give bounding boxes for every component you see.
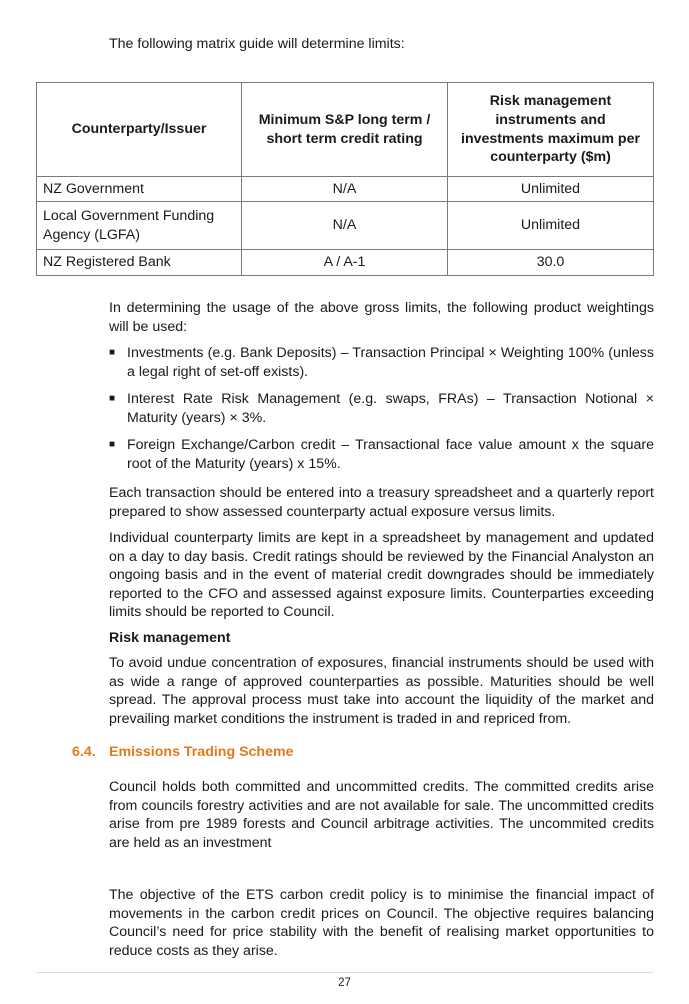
list-item-text: Foreign Exchange/Carbon credit – Transactional face value amount x the square root of the Maturity (years) x 15%.	[127, 437, 654, 472]
list-item-text: Investments (e.g. Bank Deposits) – Transaction Principal × Weighting 100% (unless a legal right of set-off exists).	[127, 345, 654, 380]
individual-limits-paragraph: Individual counterparty limits are kept in a spreadsheet by management and updated on a day to day basis. Credit ratings should be reviewed by the Financial Analyston an ongoing basis and in the event of material credit downgrades should be immediately reported to the CFO and assessed against exposure limits. Counterparties exceeding limits should be reported to Council.	[109, 530, 654, 621]
cell-rating: N/A	[242, 177, 448, 202]
section-title: Emissions Trading Scheme	[109, 744, 294, 760]
header-maximum: Risk management instruments and investments maximum per counterparty ($m)	[448, 83, 654, 177]
table-row	[37, 177, 654, 202]
table-row	[37, 202, 654, 250]
cell-maximum: Unlimited	[448, 202, 654, 250]
weightings-list	[109, 344, 654, 483]
risk-management-heading: Risk management	[109, 630, 231, 646]
bullet-icon: ■	[109, 393, 116, 405]
weightings-intro: In determining the usage of the above gross limits, the following product weightings will be used:	[109, 300, 654, 335]
bullet-icon: ■	[109, 439, 116, 451]
list-item-text: Interest Rate Risk Management (e.g. swaps, FRAs) – Transaction Notional × Maturity (years) × 3%.	[127, 391, 654, 426]
cell-counterparty: NZ Registered Bank	[37, 250, 242, 276]
ets-objective-paragraph: The objective of the ETS carbon credit policy is to minimise the financial impact of movements in the carbon credit prices on Council. The objective requires balancing Council’s need for price stability with the benefit of realising market opportunities to reduce costs as they arise.	[109, 887, 654, 959]
cell-maximum: 30.0	[448, 250, 654, 276]
list-item	[109, 344, 654, 381]
cell-counterparty: NZ Government	[37, 177, 242, 202]
cell-maximum: Unlimited	[448, 177, 654, 202]
spreadsheet-paragraph: Each transaction should be entered into a treasury spreadsheet and a quarterly report prepared to show assessed counterparty actual exposure versus limits.	[109, 485, 654, 520]
header-counterparty: Counterparty/Issuer	[37, 83, 242, 177]
cell-rating: N/A	[242, 202, 448, 250]
header-credit-rating: Minimum S&P long term / short term credit rating	[242, 83, 448, 177]
section-number: 6.4.	[72, 744, 96, 760]
limits-matrix-table	[36, 82, 654, 276]
page-number: 27	[338, 977, 351, 989]
table-header-row	[37, 83, 654, 177]
council-credits-paragraph: Council holds both committed and uncommitted credits. The committed credits arise from councils forestry activities and are not available for sale. The uncommitted credits arise from pre 1989 forests and Council arbitrage activities. The uncommited credits are held as an investment	[109, 779, 654, 851]
cell-rating: A / A-1	[242, 250, 448, 276]
intro-text: The following matrix guide will determine limits:	[109, 36, 405, 52]
footer-divider	[36, 972, 653, 973]
cell-counterparty: Local Government Funding Agency (LGFA)	[37, 202, 242, 250]
list-item	[109, 390, 654, 427]
table-row	[37, 250, 654, 276]
list-item	[109, 436, 654, 473]
bullet-icon: ■	[109, 347, 116, 358]
risk-management-paragraph: To avoid undue concentration of exposures, financial instruments should be used with as wide a range of approved counterparties as possible. Maturities should be well spread. The approval process must take into account the liquidity of the market and prevailing market conditions the instrument is traded in and repriced from.	[109, 655, 654, 727]
